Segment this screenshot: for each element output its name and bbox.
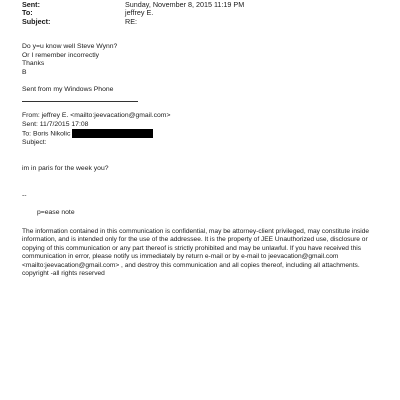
quoted-sent: Sent: 11/7/2015 17:08 <box>22 120 89 128</box>
to-label: To: <box>22 8 33 17</box>
quoted-to-line <box>22 129 170 139</box>
dashes: -- <box>22 192 27 199</box>
quoted-to: To: Boris Nikolic <box>22 130 71 138</box>
reply-line: B <box>22 68 27 76</box>
quoted-from: From: jeffrey E. <mailto:jeevacation@gmail.com> <box>22 112 171 119</box>
subject-label: Subject: <box>22 17 51 26</box>
quoted-body: im in paris for the week you? <box>22 165 109 172</box>
signature: Sent from my Windows Phone <box>22 86 114 93</box>
reply-line: Thanks <box>22 60 45 68</box>
subject-value: RE: <box>125 17 137 26</box>
quoted-header <box>22 112 170 148</box>
quoted-subject: Subject: <box>22 139 47 147</box>
sent-value: Sunday, November 8, 2015 11:19 PM <box>125 0 245 9</box>
to-value: jeffrey E. <box>125 8 154 17</box>
reply-line: Or I remember incorrectly <box>22 51 100 59</box>
reply-line: Do y=u know well Steve Wynn? <box>22 43 118 50</box>
reply-body <box>22 43 117 77</box>
quote-divider <box>22 101 138 102</box>
disclaimer-paragraph: The information contained in this communication is confidential, may be attorney-client privileged, may constitute inside information, and is intended only for the use of the addressee. It is the property of JEE Unauthorized use, disclosure or copying of this communication or any part thereof is strictly prohibited and may be unlawful. If you have received this communication in error, please notify us immediately by return e-mail or by e-mail to jeevacation@gmail.com <mailto:jeevacation@gmail.com> , and destroy this communication and all copies thereof, including all attachments. copyright -all rights reserved <box>22 228 370 278</box>
sent-label: Sent: <box>22 0 40 9</box>
redaction-bar <box>72 129 153 138</box>
note: p=ease note <box>37 209 75 216</box>
